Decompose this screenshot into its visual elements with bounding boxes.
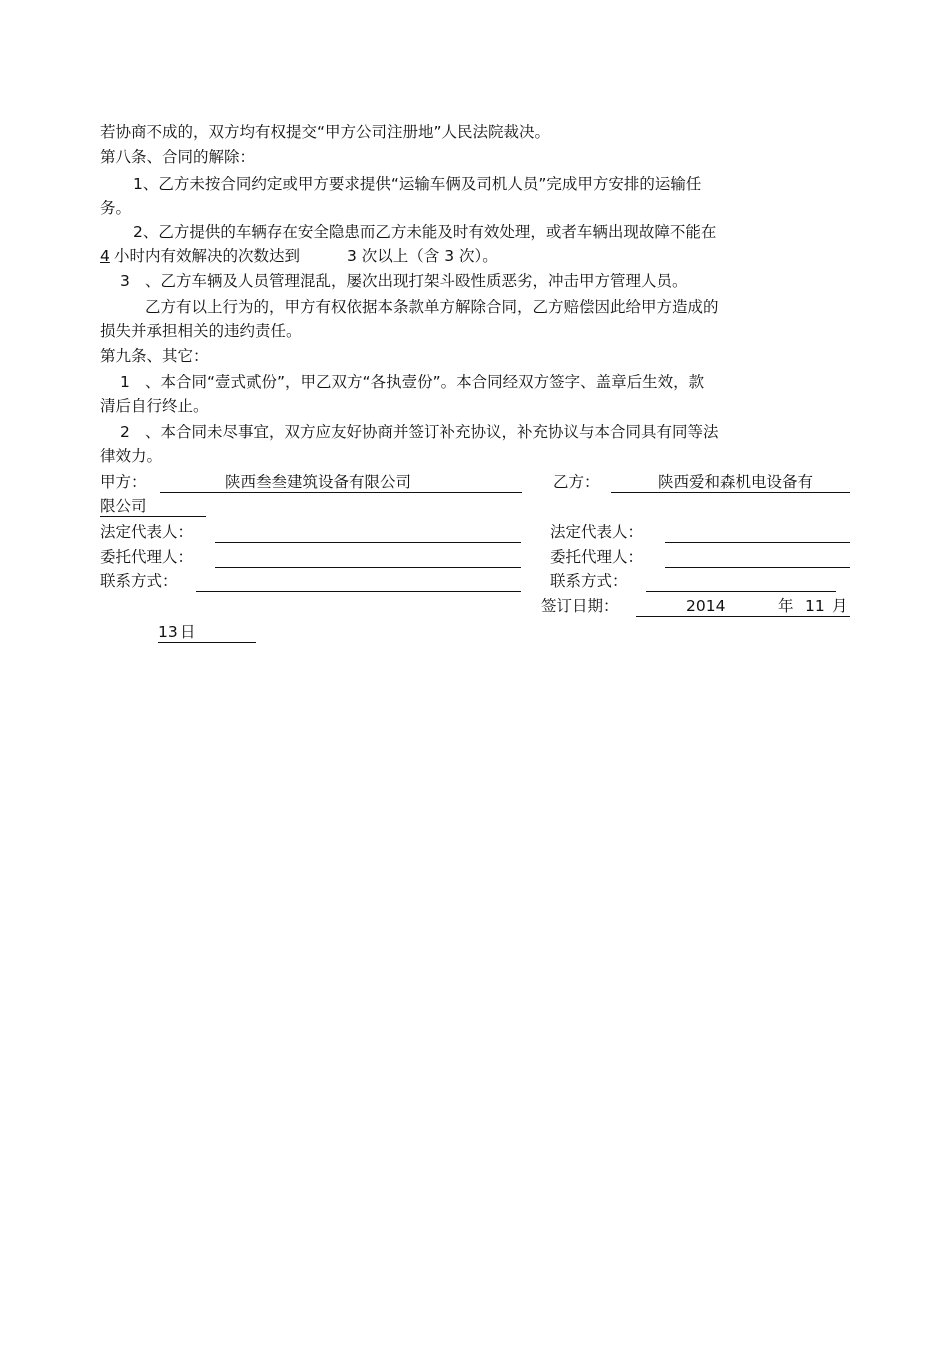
party-a-legal-rep-field	[215, 522, 521, 543]
signing-day: 13	[158, 623, 178, 641]
party-b-name-cont: 限公司	[100, 497, 147, 515]
party-b-legal-rep-field	[665, 522, 850, 543]
article-9-item-2: 、本合同未尽事宜，双方应友好协商并签订补充协议，补充协议与本合同具有同等法	[145, 423, 719, 441]
article-8-item-2-count: 3 次以上（含 3 次）。	[347, 247, 498, 265]
party-b-name-cont-field	[100, 496, 206, 517]
signing-date-label: 签订日期：	[541, 597, 619, 615]
article-9-title: 第九条、其它：	[100, 347, 209, 365]
signing-month: 11	[805, 597, 825, 615]
party-b-agent-field	[665, 547, 850, 568]
party-a-name-field	[160, 472, 522, 493]
article-9-item-2-cont: 律效力。	[100, 447, 163, 465]
party-a-name: 陕西叁叁建筑设备有限公司	[225, 473, 412, 491]
article-8-item-2-cont: 小时内有效解决的次数达到	[114, 247, 301, 265]
party-a-agent-field	[215, 547, 521, 568]
dispute-clause-tail: 若协商不成的，双方均有权提交“甲方公司注册地”人民法院裁决。	[100, 123, 551, 141]
party-a-label: 甲方：	[100, 473, 147, 491]
party-a-legal-rep-label: 法定代表人：	[100, 523, 194, 541]
party-b-name-field	[611, 472, 850, 493]
article-8-item-1-cont: 务。	[100, 199, 132, 217]
article-8-title: 第八条、合同的解除：	[100, 148, 256, 166]
article-9-item-1-cont: 清后自行终止。	[100, 397, 209, 415]
signing-year-unit: 年	[778, 597, 794, 615]
article-8-consequence-cont: 损失并承担相关的违约责任。	[100, 322, 302, 340]
party-b-label: 乙方：	[553, 473, 600, 491]
article-9-item-1: 、本合同“壹式贰份”，甲乙双方“各执壹份”。本合同经双方签字、盖章后生效，款	[145, 373, 705, 391]
party-b-legal-rep-label: 法定代表人：	[550, 523, 644, 541]
signing-date-field	[636, 596, 850, 617]
party-a-agent-label: 委托代理人：	[100, 548, 194, 566]
party-b-agent-label: 委托代理人：	[550, 548, 644, 566]
article-9-item-2-number: 2	[120, 423, 130, 441]
signing-day-unit: 日	[180, 623, 196, 641]
signing-year: 2014	[686, 597, 726, 615]
party-b-name: 陕西爱和森机电设备有	[658, 473, 814, 491]
party-a-contact-label: 联系方式：	[100, 572, 178, 590]
party-b-contact-field	[646, 571, 836, 592]
article-8-item-2: 2、乙方提供的车辆存在安全隐患而乙方未能及时有效处理，或者车辆出现故障不能在	[133, 223, 717, 241]
article-8-item-1: 1、乙方未按合同约定或甲方要求提供“运输车俩及司机人员”完成甲方安排的运输任	[133, 175, 702, 193]
party-a-contact-field	[196, 571, 521, 592]
article-8-item-2-hours: 4	[100, 247, 110, 265]
signing-day-field	[158, 622, 256, 643]
article-8-item-3-number: 3	[120, 272, 130, 290]
article-9-item-1-number: 1	[120, 373, 130, 391]
article-8-consequence: 乙方有以上行为的，甲方有权依据本条款单方解除合同，乙方赔偿因此给甲方造成的	[145, 298, 719, 316]
article-8-item-3: 、乙方车辆及人员管理混乱，屡次出现打架斗殴性质恶劣，冲击甲方管理人员。	[145, 272, 688, 290]
signing-month-unit: 月	[832, 597, 848, 615]
party-b-contact-label: 联系方式：	[550, 572, 628, 590]
